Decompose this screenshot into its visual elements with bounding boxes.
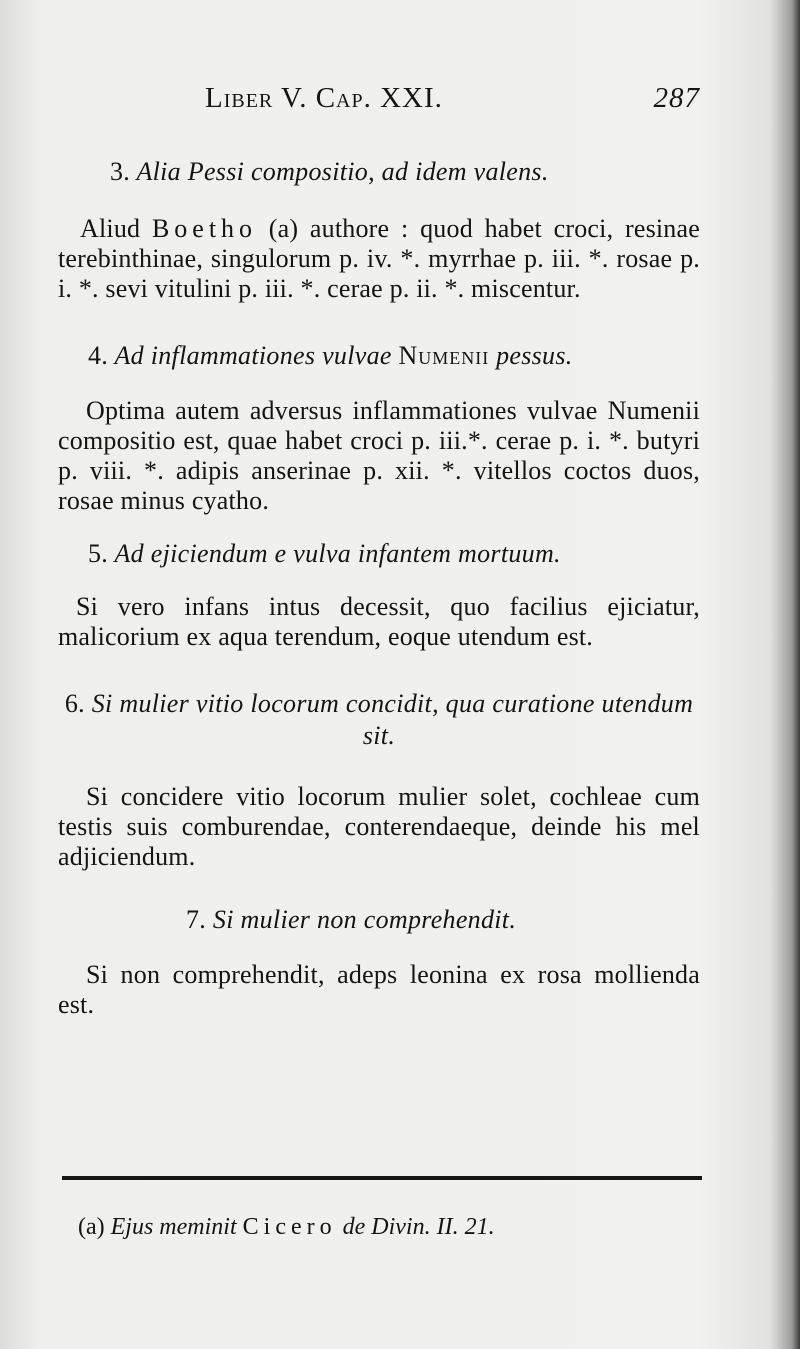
section-paragraph: Si concidere vitio locorum mulier solet, cochleae cum testis suis comburendae, conterendaeque, deinde his mel adjiciendum. <box>58 782 700 871</box>
author-name: Boetho <box>151 214 258 243</box>
page-header <box>205 82 700 122</box>
section-paragraph: Optima autem adversus inflammationes vulvae Numenii compositio est, quae habet croci p. iii.*. cerae p. i. *. butyri p. viii. *. adipis anserinae p. xii. *. vitellos coctos duos, rosae minus cyatho. <box>58 396 700 515</box>
section-paragraph: Si non comprehendit, adeps leonina ex rosa mollienda est. <box>58 960 700 1019</box>
section-heading: 4. Ad inflammationes vulvae Numenii pessus. <box>88 341 573 370</box>
footnote-rule <box>62 1176 702 1180</box>
author-name: Numenii <box>398 341 490 370</box>
page-number: 287 <box>653 82 700 114</box>
author-name: Cicero <box>242 1214 337 1240</box>
section-heading: 7. Si mulier non comprehendit. <box>186 905 517 934</box>
section-heading: 5. Ad ejiciendum e vulva infantem mortuum. <box>88 539 561 568</box>
section-paragraph: Aliud Boetho (a) authore : quod habet croci, resinae terebinthinae, singulorum p. iv. *. myrrhae p. iii. *. rosae p. i. *. sevi vitulini p. iii. *. cerae p. ii. *. miscentur. <box>58 214 700 303</box>
page-body <box>58 150 700 1020</box>
section-paragraph: Si vero infans intus decessit, quo facilius ejiciatur, malicorium ex aqua terendum, eoque utendum est. <box>58 592 700 651</box>
running-head: Liber V. Cap. XXI. <box>205 82 443 114</box>
author-name: Numenii <box>607 396 700 425</box>
section-heading: 6. Si mulier vitio locorum concidit, qua curatione utendum sit. <box>64 689 694 750</box>
section-heading: 3. Alia Pessi compositio, ad idem valens. <box>110 157 549 186</box>
footnote: (a) Ejus meminit Cicero de Divin. II. 21. <box>78 1214 495 1240</box>
footnote-marker: (a) <box>78 1214 105 1240</box>
